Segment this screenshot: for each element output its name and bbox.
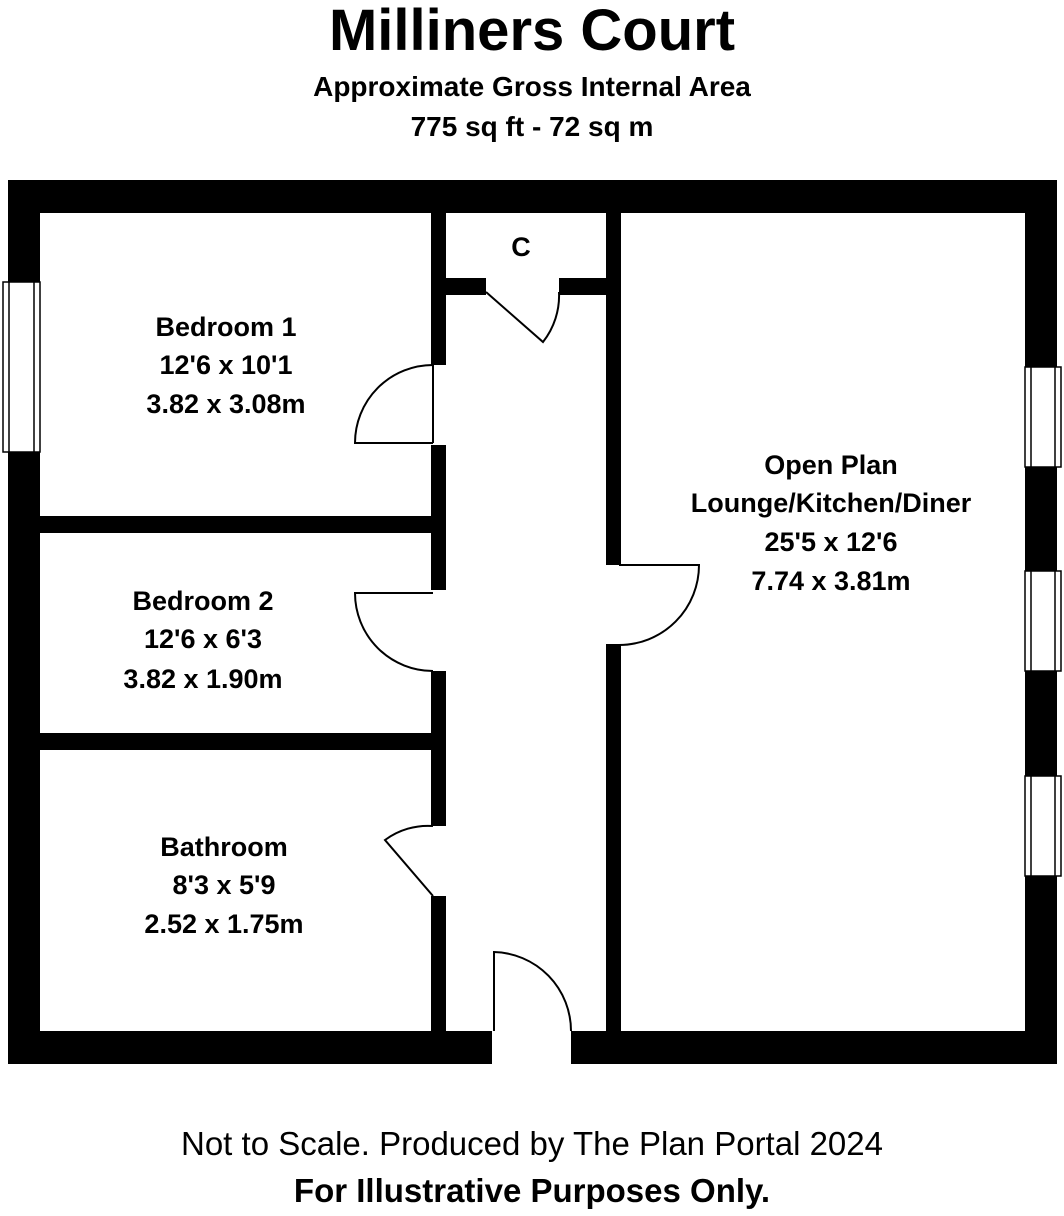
door-bedroom1 xyxy=(355,365,433,443)
wall-cupboard-a xyxy=(446,278,486,295)
area-label: Approximate Gross Internal Area xyxy=(313,71,751,102)
bathroom-metric: 2.52 x 1.75m xyxy=(144,909,304,939)
wall-hall-left-c xyxy=(431,671,446,826)
plan-title: Milliners Court xyxy=(328,0,736,63)
door-lounge xyxy=(619,565,699,645)
purpose-text: For Illustrative Purposes Only. xyxy=(293,1172,771,1209)
wall-bottom-right xyxy=(571,1031,1057,1064)
wall-lounge-b xyxy=(606,644,621,1031)
wall-top xyxy=(8,180,1057,213)
wall-bed1-bed2 xyxy=(40,516,431,533)
door-entrance xyxy=(494,952,571,1031)
wall-cupboard-b xyxy=(559,278,606,295)
bedroom1-metric: 3.82 x 3.08m xyxy=(146,389,306,419)
door-bedroom2 xyxy=(355,593,433,671)
wall-bottom-left xyxy=(8,1031,492,1064)
lounge-name-line2: Lounge/Kitchen/Diner xyxy=(690,488,972,518)
door-cupboard xyxy=(486,292,559,342)
bedroom1-name: Bedroom 1 xyxy=(155,312,297,342)
bedroom2-name: Bedroom 2 xyxy=(132,586,274,616)
wall-lounge-a xyxy=(606,213,621,565)
bedroom2-imperial: 12'6 x 6'3 xyxy=(144,624,262,654)
bathroom-name: Bathroom xyxy=(160,832,288,862)
area-value: 775 sq ft - 72 sq m xyxy=(410,111,654,142)
wall-hall-left-b xyxy=(431,445,446,590)
wall-hall-left-a xyxy=(431,213,446,365)
wall-bed2-bath xyxy=(40,733,431,750)
room-labels xyxy=(123,232,971,939)
bathroom-imperial: 8'3 x 5'9 xyxy=(172,870,276,900)
bedroom1-imperial: 12'6 x 10'1 xyxy=(159,350,293,380)
doors xyxy=(355,292,699,1031)
cupboard-label: C xyxy=(511,232,531,262)
lounge-name-line1: Open Plan xyxy=(764,450,898,480)
door-bathroom xyxy=(385,826,433,896)
lounge-metric: 7.74 x 3.81m xyxy=(751,566,911,596)
wall-hall-left-d xyxy=(431,896,446,1031)
bedroom2-metric: 3.82 x 1.90m xyxy=(123,664,283,694)
disclaimer-text: Not to Scale. Produced by The Plan Portal 2024 xyxy=(181,1125,883,1162)
lounge-imperial: 25'5 x 12'6 xyxy=(764,527,898,557)
